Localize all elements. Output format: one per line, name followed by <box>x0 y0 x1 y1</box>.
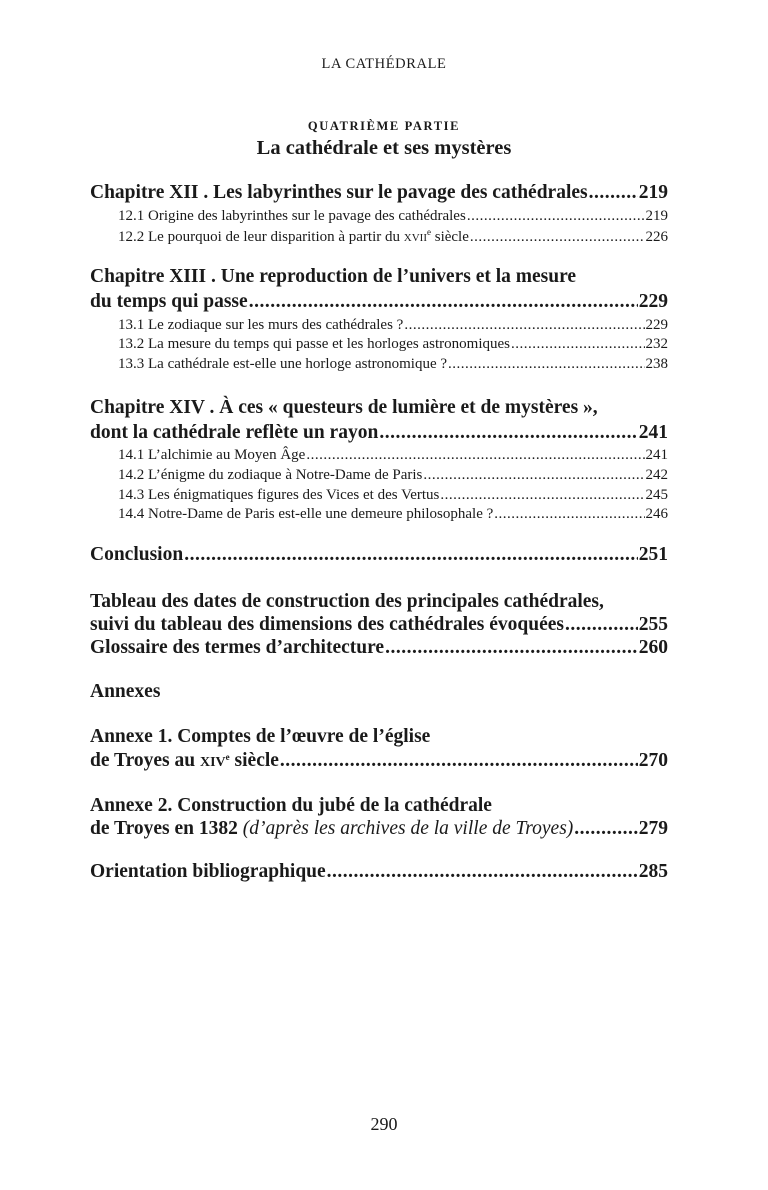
dot-leader <box>494 504 644 524</box>
toc-page-number: 238 <box>645 356 668 372</box>
toc-entry-title: Glossaire des termes d’architecture <box>90 637 385 658</box>
toc-chapter-13-line1[interactable]: Chapitre XIII . Une reproduction de l’univers et la mesure <box>90 266 577 287</box>
toc-chapter-14-line1[interactable]: Chapitre XIV . À ces « questeurs de lumière et de mystères », <box>90 397 598 418</box>
toc-entry-title: Conclusion <box>90 544 184 565</box>
toc-chapter-title: Chapitre XII . Les labyrinthes sur le pavage des cathédrales <box>90 182 588 203</box>
toc-section-13-3[interactable] <box>118 354 668 374</box>
toc-orientation[interactable] <box>90 860 668 884</box>
toc-glossaire[interactable] <box>90 636 668 660</box>
toc-page-number: 242 <box>645 467 668 483</box>
toc-annexes-heading[interactable]: Annexes <box>90 681 161 702</box>
toc-chapter-14[interactable] <box>90 421 668 445</box>
toc-section-title: 12.1 Origine des labyrinthes sur le pavage des cathédrales <box>118 208 466 224</box>
toc-section-title: 14.2 L’énigme du zodiaque à Notre-Dame de Paris <box>118 467 423 483</box>
toc-section-12-2[interactable] <box>118 227 668 247</box>
toc-chapter-title: du temps qui passe <box>90 291 248 312</box>
toc-section-14-1[interactable] <box>118 445 668 465</box>
toc-section-13-1[interactable] <box>118 315 668 335</box>
toc-page-number: 229 <box>638 291 668 312</box>
toc-chapter-12[interactable] <box>90 181 668 205</box>
toc-section-title: 13.3 La cathédrale est-elle une horloge astronomique ? <box>118 356 448 372</box>
dot-leader <box>470 227 645 247</box>
toc-annexe-1-line1[interactable]: Annexe 1. Comptes de l’œuvre de l’église <box>90 726 431 747</box>
toc-page-number: 241 <box>645 447 668 463</box>
toc-section-title: 14.1 L’alchimie au Moyen Âge <box>118 447 306 463</box>
dot-leader <box>448 354 644 374</box>
dot-leader <box>589 181 638 205</box>
dot-leader <box>327 860 638 884</box>
toc-tableau[interactable] <box>90 613 668 637</box>
toc-tableau-line1[interactable]: Tableau des dates de construction des principales cathédrales, <box>90 591 604 612</box>
toc-entry-title: de Troyes au xiv$^e$ siècle <box>90 750 279 771</box>
part-label: QUATRIÈME PARTIE <box>307 119 461 133</box>
dot-leader <box>385 636 638 660</box>
toc-section-title: 13.1 Le zodiaque sur les murs des cathédrales ? <box>118 317 404 333</box>
dot-leader <box>404 315 644 335</box>
dot-leader <box>379 421 637 445</box>
toc-section-title: 13.2 La mesure du temps qui passe et les horloges astronomiques <box>118 336 511 352</box>
page-number: 290 <box>370 1114 398 1134</box>
dot-leader <box>511 334 644 354</box>
toc-annexe-1[interactable] <box>90 749 668 773</box>
toc-section-14-2[interactable] <box>118 465 668 485</box>
dot-leader <box>440 485 644 505</box>
dot-leader <box>574 817 637 841</box>
toc-annexe-2[interactable] <box>90 817 668 841</box>
toc-page-number: 229 <box>645 317 668 333</box>
toc-page-number: 246 <box>645 506 668 522</box>
running-head: LA CATHÉDRALE <box>321 56 447 72</box>
dot-leader <box>249 290 638 314</box>
dot-leader <box>423 465 644 485</box>
archive-note: (d’après les archives de la ville de Troyes) <box>242 818 574 839</box>
toc-page-number: 232 <box>645 336 668 352</box>
toc-page-number: 270 <box>638 750 668 771</box>
toc-page-number: 241 <box>638 422 668 443</box>
toc-page-number: 251 <box>638 544 668 565</box>
toc-chapter-13[interactable] <box>90 290 668 314</box>
toc-page-number: 260 <box>638 637 668 658</box>
toc-section-title: 14.4 Notre-Dame de Paris est-elle une demeure philosophale ? <box>118 506 494 522</box>
toc-entry-title: Orientation bibliographique <box>90 861 326 882</box>
toc-page-number: 226 <box>645 229 668 245</box>
part-title: La cathédrale et ses mystères <box>256 137 512 159</box>
toc-section-title: 12.2 Le pourquoi de leur disparition à partir du xvii$^e$ siècle <box>118 227 469 245</box>
toc-entry-title: de Troyes en 1382 (d’après les archives de la ville de Troyes) <box>90 818 574 839</box>
toc-entry-title: suivi du tableau des dimensions des cathédrales évoquées <box>90 614 565 635</box>
dot-leader <box>565 613 638 637</box>
toc-page-number: 245 <box>645 487 668 503</box>
toc-conclusion[interactable] <box>90 543 668 567</box>
toc-page-number: 219 <box>638 182 668 203</box>
toc-section-13-2[interactable] <box>118 334 668 354</box>
toc-chapter-title: dont la cathédrale reflète un rayon <box>90 422 379 443</box>
dot-leader <box>306 445 644 465</box>
dot-leader <box>184 543 638 567</box>
toc-page-number: 279 <box>638 818 668 839</box>
toc-page-number: 285 <box>638 861 668 882</box>
toc-page-number: 255 <box>638 614 668 635</box>
toc-section-14-3[interactable] <box>118 485 668 505</box>
dot-leader <box>280 749 638 773</box>
toc-section-title: 14.3 Les énigmatiques figures des Vices et des Vertus <box>118 487 440 503</box>
toc-annexe-2-line1[interactable]: Annexe 2. Construction du jubé de la cathédrale <box>90 795 492 816</box>
toc-page-number: 219 <box>645 208 668 224</box>
dot-leader <box>467 206 645 226</box>
toc-section-12-1[interactable] <box>118 206 668 226</box>
toc-section-14-4[interactable] <box>118 504 668 524</box>
